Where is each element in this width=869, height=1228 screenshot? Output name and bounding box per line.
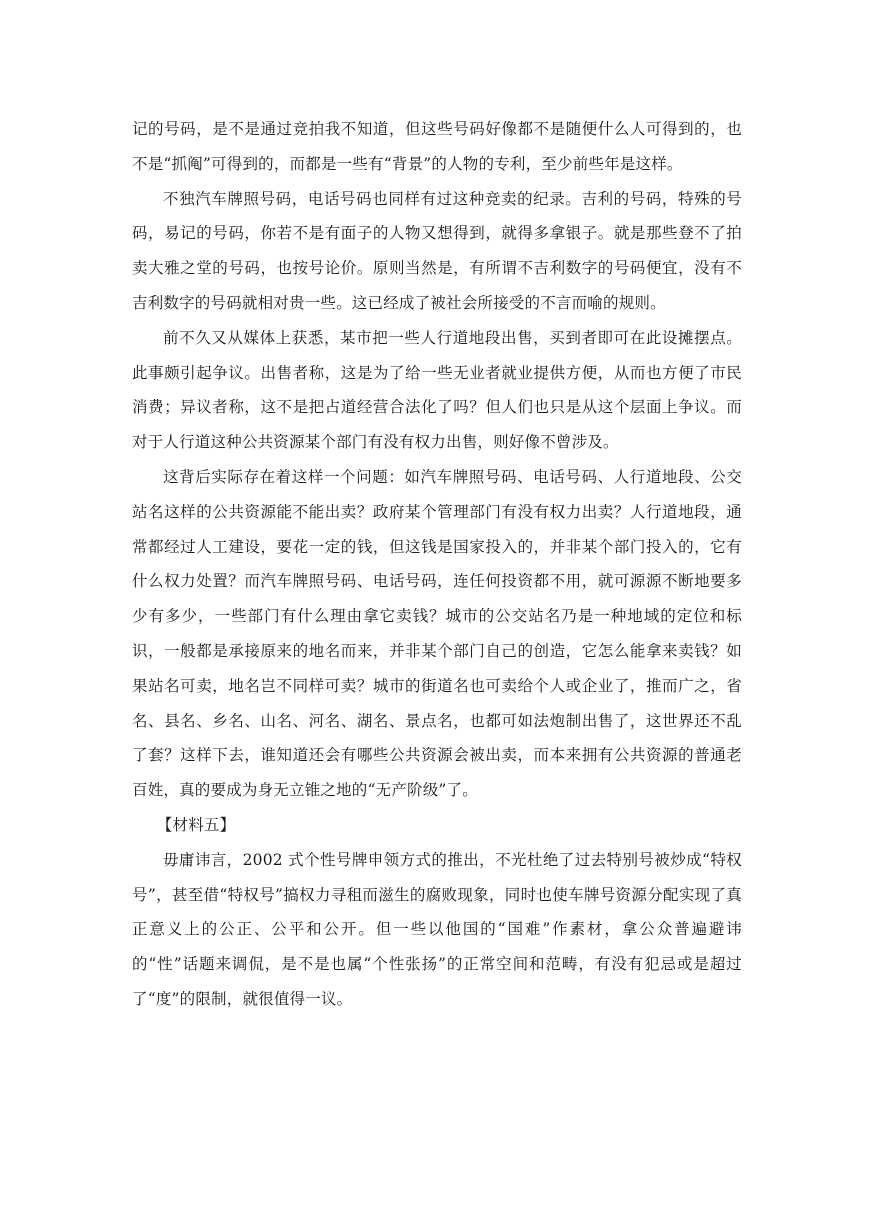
document-page <box>132 112 742 1017</box>
paragraph-sidewalk-sale: 前不久又从媒体上获悉，某市把一些人行道地段出售，买到者即可在此设摊摆点。此事颇引起争议。出售者称，这是为了给一些无业者就业提供方便，从而也方便了市民消费；异议者称，这不是把占道经营合法化了吗？但人们也只是从这个层面上争议。而对于人行道这种公共资源某个部门有没有权力出售，则好像不曾涉及。 <box>132 328 742 452</box>
section-heading-material-five: 【材料五】 <box>156 815 236 834</box>
paragraph-phone-numbers: 不独汽车牌照号码，电话号码也同样有过这种竞卖的纪录。吉利的号码，特殊的号码，易记的号码，你若不是有面子的人物又想得到，就得多拿银子。就是那些登不了拍卖大雅之堂的号码，也按号论价。原则当然是，有所谓不吉利数字的号码便宜，没有不吉利数字的号码就相对贵一些。这已经成了被社会所接受的不言而喻的规则。 <box>132 189 742 312</box>
paragraph-continued: 记的号码，是不是通过竞拍我不知道，但这些号码好像都不是随便什么人可得到的，也不是“抓阄”可得到的，而都是一些有“背景”的人物的专利，至少前些年是这样。 <box>132 120 742 173</box>
paragraph-public-resources: 这背后实际存在着这样一个问题：如汽车牌照号码、电话号码、人行道地段、公交站名这样的公共资源能不能出卖？政府某个管理部门有没有权力出卖？人行道地段，通常都经过人工建设，要花一定的钱，但这钱是国家投入的，并非某个部门投入的，它有什么权力处置？而汽车牌照号码、电话号码，连任何投资都不用，就可源源不断地要多少有多少，一些部门有什么理由拿它卖钱？城市的公交站名乃是一种地域的定位和标识，一般都是承接原来的地名而来，并非某个部门自己的创造，它怎么能拿来卖钱？如果站名可卖，地名岂不同样可卖？城市的街道名也可卖给个人或企业了，推而广之，省名、县名、乡名、山名、河名、湖名、景点名，也都可如法炮制出售了，这世界还不乱了套？这样下去，谁知道还会有哪些公共资源会被出卖，而本来拥有公共资源的普通老百姓，真的要成为身无立锥之地的“无产阶级”了。 <box>132 467 742 800</box>
paragraph-personalized-plates: 毋庸讳言，2002 式个性号牌申领方式的推出，不光杜绝了过去特别号被炒成“特权号”，甚至借“特权号”搞权力寻租而滋生的腐败现象，同时也使车牌号资源分配实现了真正意义上的公正、公平和公开。但一些以他国的“国难”作素材，拿公众普遍避讳的“性”话题来调侃，是不是也属“个性张扬”的正常空间和范畴，有没有犯忌或是超过了“度”的限制，就很值得一议。 <box>132 850 742 1008</box>
